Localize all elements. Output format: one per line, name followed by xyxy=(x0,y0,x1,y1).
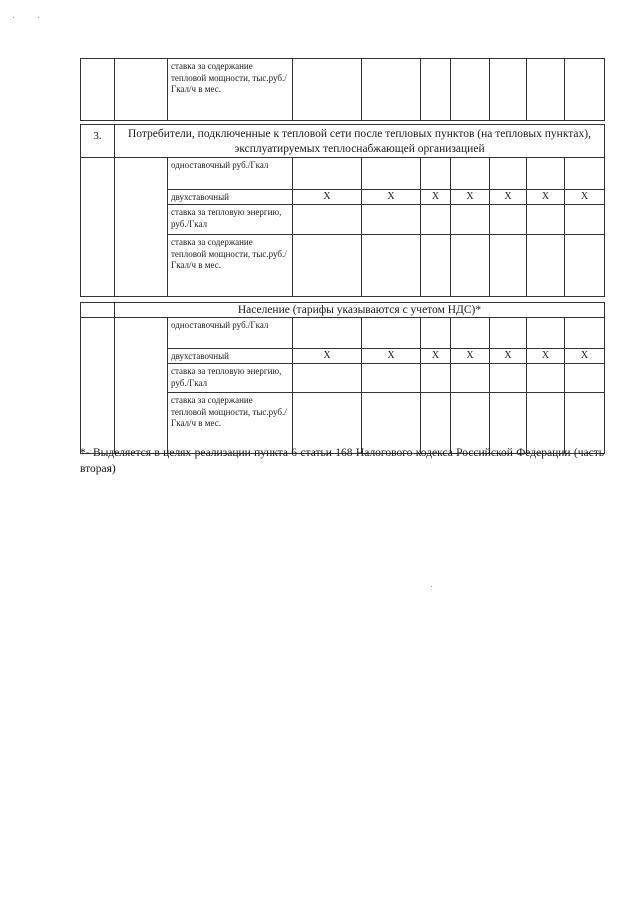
table-row xyxy=(81,318,605,349)
x-mark: X xyxy=(451,349,490,364)
x-mark: X xyxy=(565,190,605,205)
section-header-row xyxy=(81,125,605,158)
table-row xyxy=(81,59,605,121)
x-mark: X xyxy=(362,349,421,364)
x-mark: X xyxy=(490,349,527,364)
scan-speck xyxy=(13,17,14,18)
section-title: Потребители, подключенные к тепловой сети после тепловых пунктов (на тепловых пунктах), эксплуатируемых теплоснабжающей организацией xyxy=(115,125,605,158)
x-mark: X xyxy=(293,190,362,205)
footnote: *- Выделяется в целях реализации пункта 6 статьи 168 Налогового кодекса Российской Федерации (часть вторая) xyxy=(80,447,604,475)
capacity-rate-label: ставка за содержание тепловой мощности, тыс.руб./Гкал/ч в мес. xyxy=(168,393,293,454)
energy-rate-label: ставка за тепловую энергию, руб./Гкал xyxy=(168,205,293,235)
two-rate-label: двухставочный xyxy=(168,349,293,364)
single-rate-label: одноставочный руб./Гкал xyxy=(168,318,293,349)
capacity-rate-label: ставка за содержание тепловой мощности, тыс.руб./Гкал/ч в мес. xyxy=(168,59,293,121)
x-mark: X xyxy=(527,349,565,364)
x-mark: X xyxy=(565,349,605,364)
x-mark: X xyxy=(527,190,565,205)
x-mark: X xyxy=(451,190,490,205)
section-header-row xyxy=(81,303,605,318)
section-number: 3. xyxy=(81,125,115,158)
single-rate-label: одноставочный руб./Гкал xyxy=(168,158,293,190)
tariff-table xyxy=(80,58,605,454)
x-mark: X xyxy=(421,190,451,205)
energy-rate-label: ставка за тепловую энергию, руб./Гкал xyxy=(168,364,293,393)
capacity-rate-label: ставка за содержание тепловой мощности, тыс.руб./Гкал/ч в мес. xyxy=(168,235,293,297)
x-mark: X xyxy=(293,349,362,364)
table-row xyxy=(81,158,605,190)
x-mark: X xyxy=(362,190,421,205)
scan-speck xyxy=(431,586,432,587)
x-mark: X xyxy=(490,190,527,205)
population-title: Население (тарифы указываются с учетом НДС)* xyxy=(115,303,605,318)
two-rate-label: двухставочный xyxy=(168,190,293,205)
scan-speck xyxy=(38,17,39,18)
x-mark: X xyxy=(421,349,451,364)
